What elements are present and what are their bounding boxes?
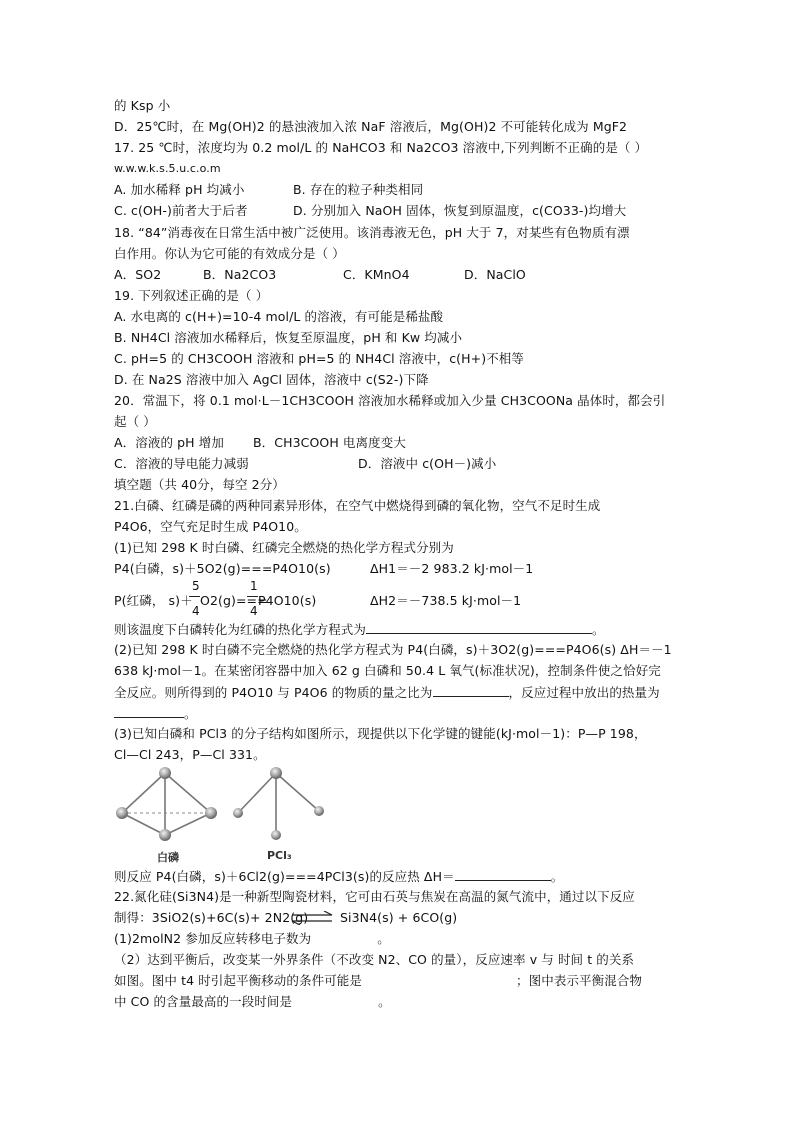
text-line: 的 Ksp 小 bbox=[114, 98, 171, 113]
watermark-url: w.w.w.k.s.5.u.c.o.m bbox=[114, 162, 221, 175]
option-d-line: D．25℃时，在 Mg(OH)2 的悬浊液加入浓 NaF 溶液后，Mg(OH)2 不可能转化成为 MgF2 bbox=[114, 119, 628, 134]
molecule-structure-figure bbox=[114, 765, 354, 865]
blank-line-3 bbox=[114, 705, 197, 722]
prompt-text: 中 CO 的含量最高的一段时间是 bbox=[114, 994, 293, 1009]
period: 。 bbox=[550, 869, 564, 884]
option-d: D. 分别加入 NaOH 固体，恢复到原温度，c(CO33-)均增大 bbox=[293, 203, 627, 218]
option-d: D．溶液中 c(OH－)减小 bbox=[358, 456, 497, 471]
bond-energies: Cl—Cl 243，P—Cl 331。 bbox=[114, 747, 266, 762]
reaction-left: 制得：3SiO2(s)+6C(s)+ 2N2(g) bbox=[114, 910, 309, 925]
question-21-part1: (1)已知 298 K 时白磷、红磷完全燃烧的热化学方程式分别为 bbox=[114, 540, 454, 555]
option-b: B．CH3COOH 电离度变大 bbox=[253, 435, 406, 450]
fraction-denominator: 4 bbox=[192, 604, 200, 618]
pcl3-molecule-icon bbox=[233, 767, 324, 840]
question-20: 20．常温下，将 0.1 mol·L－1CH3COOH 溶液加水稀释或加入少量 CH3COONa 晶体时，都会引 bbox=[114, 393, 666, 408]
period: 。 bbox=[592, 622, 605, 637]
enthalpy-2: ΔH2＝－738.5 kJ·mol－1 bbox=[370, 593, 522, 608]
option-c: C．溶液的导电能力减弱 bbox=[114, 456, 249, 471]
enthalpy-1: ΔH1＝－2 983.2 kJ·mol－1 bbox=[370, 561, 534, 576]
option-a: A．溶液的 pH 增加 bbox=[114, 435, 224, 450]
prompt-text: 全反应。则所得到的 P4O10 与 P4O6 的物质的量之比为 bbox=[114, 685, 433, 700]
option-c: C. c(OH-)前者大于后者 bbox=[114, 203, 248, 218]
question-22-part2: （2）达到平衡后，改变某一外界条件（不改变 N2、CO 的量），反应速率 v 与 时间 t 的关系 bbox=[114, 952, 635, 967]
option-d: D. 在 Na2S 溶液中加入 AgCl 固体，溶液中 c(S2-)下降 bbox=[114, 372, 429, 387]
prompt-text: ；图中表示平衡混合物 bbox=[516, 973, 643, 988]
section-heading: 填空题（共 40分，每空 2分） bbox=[114, 477, 285, 492]
question-18: 18. “84”消毒夜在日常生活中被广泛使用。该消毒液无色，pH 大于 7，对某些有色物质有漂 bbox=[114, 225, 630, 240]
answer-blank[interactable] bbox=[366, 621, 592, 634]
prompt-text: ，反应过程中放出的热量为 bbox=[508, 685, 660, 700]
prompt-text: 则该温度下白磷转化为红磷的热化学方程式为 bbox=[114, 622, 367, 637]
blank-line-6 bbox=[114, 973, 642, 989]
fraction-bar bbox=[247, 596, 258, 597]
option-d: D．NaClO bbox=[464, 267, 526, 282]
equation-p4o10: P4O10(s) bbox=[258, 593, 317, 608]
option-c: C. pH=5 的 CH3COOH 溶液和 pH=5 的 NH4Cl 溶液中，c(H+)不相等 bbox=[114, 351, 524, 366]
option-a: A. 加水稀释 pH 均减小 bbox=[114, 182, 245, 197]
white-phosphorus-label: 白磷 bbox=[157, 851, 179, 864]
option-c: C．KMnO4 bbox=[343, 267, 410, 282]
option-b: B. 存在的粒子种类相同 bbox=[293, 182, 424, 197]
equation-o2: O2(g)=== bbox=[200, 593, 268, 608]
blank-line-4 bbox=[114, 868, 563, 885]
equation-white-p: P4(白磷，s)＋5O2(g)===P4O10(s) bbox=[114, 561, 331, 576]
prompt-text: 如图。图中 t4 时引起平衡移动的条件可能是 bbox=[114, 973, 363, 988]
pcl3-label: PCl₃ bbox=[267, 849, 292, 862]
reaction-right: Si3N4(s) + 6CO(g) bbox=[340, 910, 458, 925]
fraction-numerator: 1 bbox=[250, 579, 258, 593]
question-18-cont: 白作用。你认为它可能的有效成分是（ ） bbox=[114, 246, 345, 261]
blank-line-5 bbox=[114, 931, 390, 947]
question-21-part2-cont: 638 kJ·mol－1。在某密闭容器中加入 62 g 白磷和 50.4 L 氧气(标准状况)，控制条件使之恰好完 bbox=[114, 663, 661, 678]
blank-line-2 bbox=[114, 684, 660, 701]
option-a: A．SO2 bbox=[114, 267, 162, 282]
question-22: 22.氮化硅(Si3N4)是一种新型陶瓷材料，它可由石英与焦炭在高温的氮气流中，通过以下反应 bbox=[114, 889, 635, 904]
equilibrium-arrow-icon bbox=[290, 911, 334, 925]
equation-red-p: P(红磷， s)＋ bbox=[114, 593, 193, 608]
fraction-numerator: 5 bbox=[192, 579, 200, 593]
white-phosphorus-icon bbox=[116, 767, 217, 841]
question-19: 19. 下列叙述正确的是（ ） bbox=[114, 288, 269, 303]
question-20-cont: 起（ ） bbox=[114, 414, 156, 429]
prompt-text: 则反应 P4(白磷，s)＋6Cl2(g)===4PCl3(s)的反应热 ΔH＝ bbox=[114, 869, 455, 884]
option-b: B. NH4Cl 溶液加水稀释后，恢复至原温度，pH 和 Kw 均减小 bbox=[114, 330, 463, 345]
option-a: A. 水电离的 c(H+)=10-4 mol/L 的溶液，有可能是稀盐酸 bbox=[114, 309, 444, 324]
question-21-cont: P4O6，空气充足时生成 P4O10。 bbox=[114, 519, 307, 534]
question-21-part2: (2)已知 298 K 时白磷不完全燃烧的热化学方程式为 P4(白磷，s)＋3O2(g)===P4O6(s) ΔH＝－1 bbox=[114, 642, 672, 657]
period: 。 bbox=[184, 706, 197, 721]
question-21-part3: (3)已知白磷和 PCl3 的分子结构如图所示，现提供以下化学键的键能(kJ·mol－1)：P—P 198， bbox=[114, 726, 647, 741]
blank-line-7 bbox=[114, 994, 391, 1010]
fraction-denominator: 4 bbox=[250, 604, 258, 618]
period: 。 bbox=[377, 931, 390, 946]
period: 。 bbox=[378, 994, 391, 1009]
fraction-bar bbox=[189, 596, 200, 597]
question-17: 17. 25 ℃时，浓度均为 0.2 mol/L 的 NaHCO3 和 Na2CO3 溶液中,下列判断不正确的是（ ） bbox=[114, 140, 648, 155]
answer-blank[interactable] bbox=[433, 684, 509, 697]
blank-line-1 bbox=[114, 621, 605, 638]
question-21: 21.白磷、红磷是磷的两种同素异形体，在空气中燃烧得到磷的氧化物，空气不足时生成 bbox=[114, 498, 601, 513]
answer-blank[interactable] bbox=[455, 868, 551, 881]
option-b: B．Na2CO3 bbox=[203, 267, 277, 282]
prompt-text: (1)2molN2 参加反应转移电子数为 bbox=[114, 931, 312, 946]
answer-blank[interactable] bbox=[114, 705, 184, 718]
